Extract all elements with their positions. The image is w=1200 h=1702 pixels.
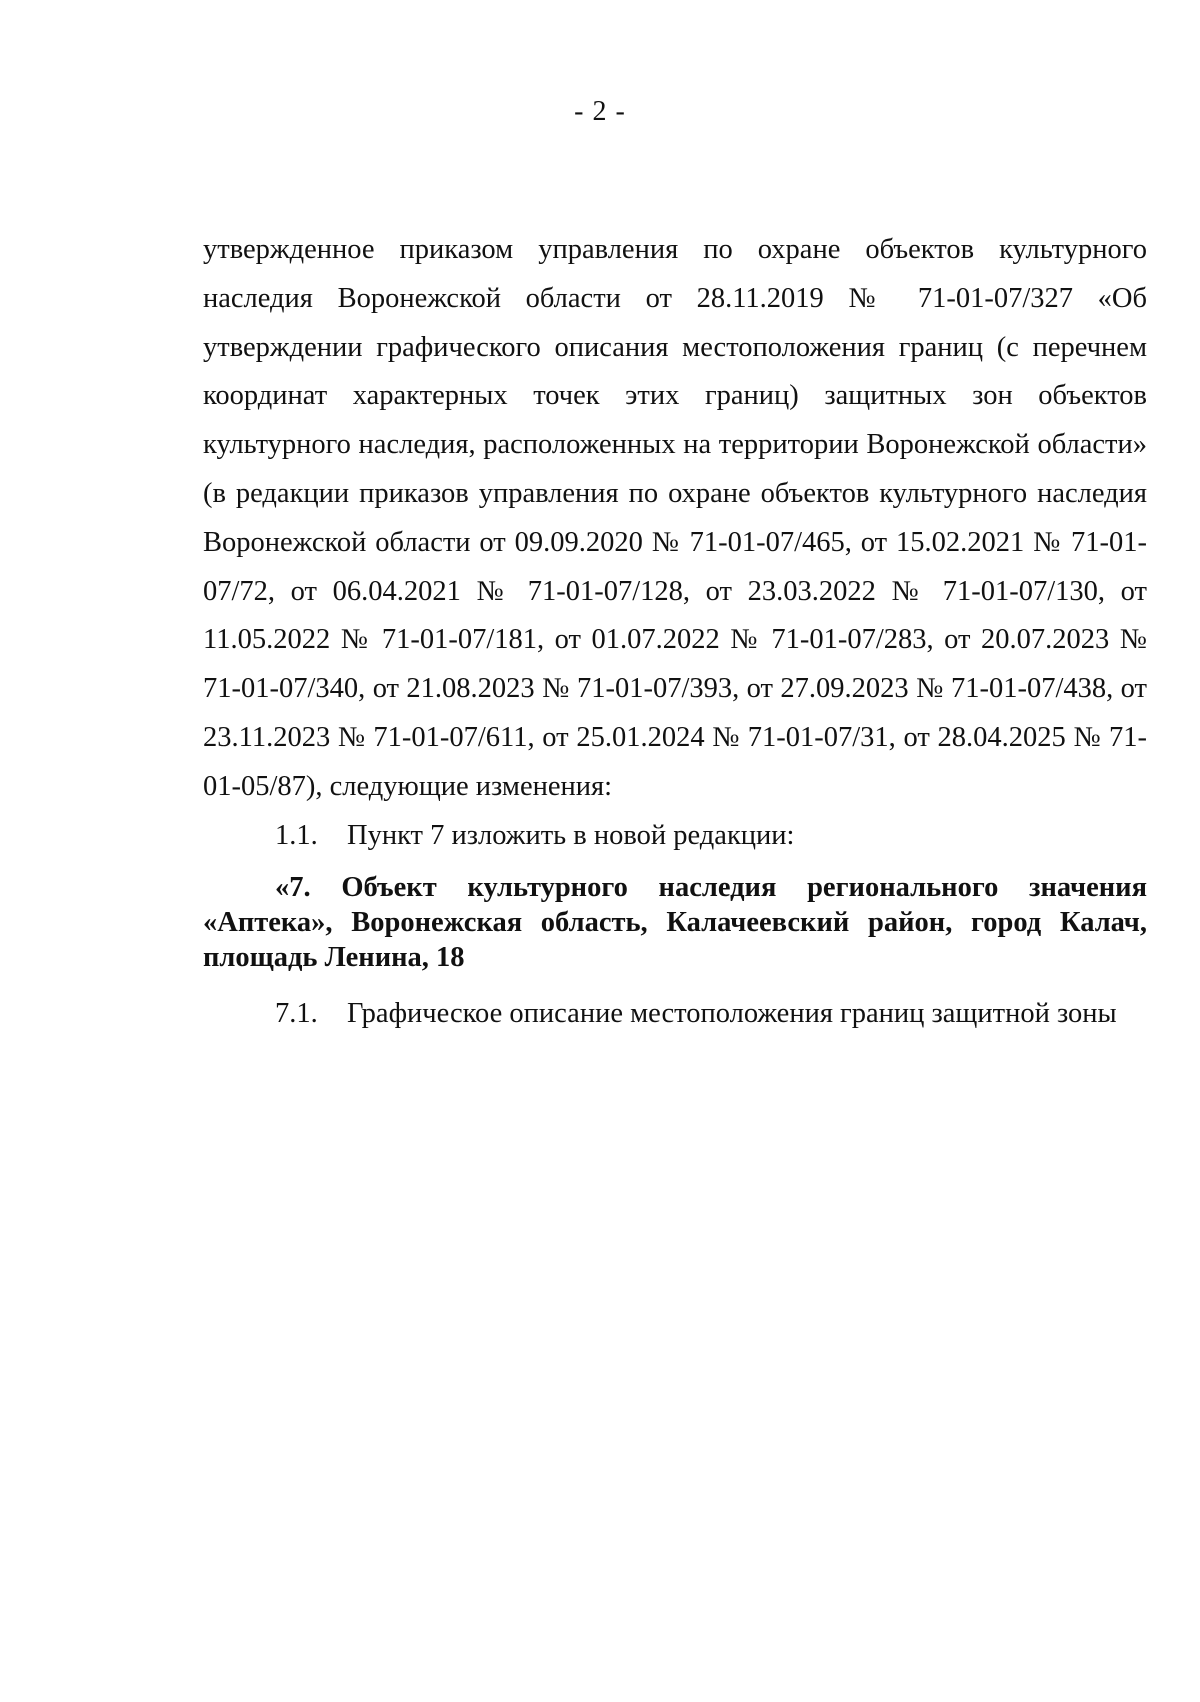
intro-paragraph: утвержденное приказом управления по охране объектов культурного наследия Воронежской области от 28.11.2019 № 71-01-07/327 «Об утверждении графического описания местоположения границ (с перечнем координат характерных точек этих границ) защитных зон объектов культурного наследия, расположенных на территории Воронежской области» (в редакции приказов управления по охране объектов культурного наследия Воронежской области от 09.09.2020 № 71-01-07/465, от 15.02.2021 № 71-01-07/72, от 06.04.2021 № 71-01-07/128, от 23.03.2022 № 71-01-07/130, от 11.05.2022 № 71-01-07/181, от 01.07.2022 № 71-01-07/283, от 20.07.2023 № 71-01-07/340, от 21.08.2023 № 71-01-07/393, от 27.09.2023 № 71-01-07/438, от 23.11.2023 № 71-01-07/611, от 25.01.2024 № 71-01-07/31, от 28.04.2025 № 71-01-05/87), следующие изменения:: [203, 234, 1147, 802]
item-7-1-number: 7.1.: [275, 998, 318, 1029]
document-body: [203, 226, 1147, 860]
page-number: - 2 -: [574, 96, 626, 127]
item-7-1-text: Графическое описание местоположения границ защитной зоны: [347, 998, 1117, 1029]
item-7-1: [203, 994, 1147, 1034]
item-1-1-number: 1.1.: [275, 819, 318, 851]
item-1-1-text: Пункт 7 изложить в новой редакции:: [347, 819, 795, 851]
item-7-heading: «7. Объект культурного наследия регионального значения «Аптека», Воронежская область, Калачеевский район, город Калач, площадь Ленина, 18: [203, 872, 1147, 973]
item-1-1: [203, 812, 1147, 861]
